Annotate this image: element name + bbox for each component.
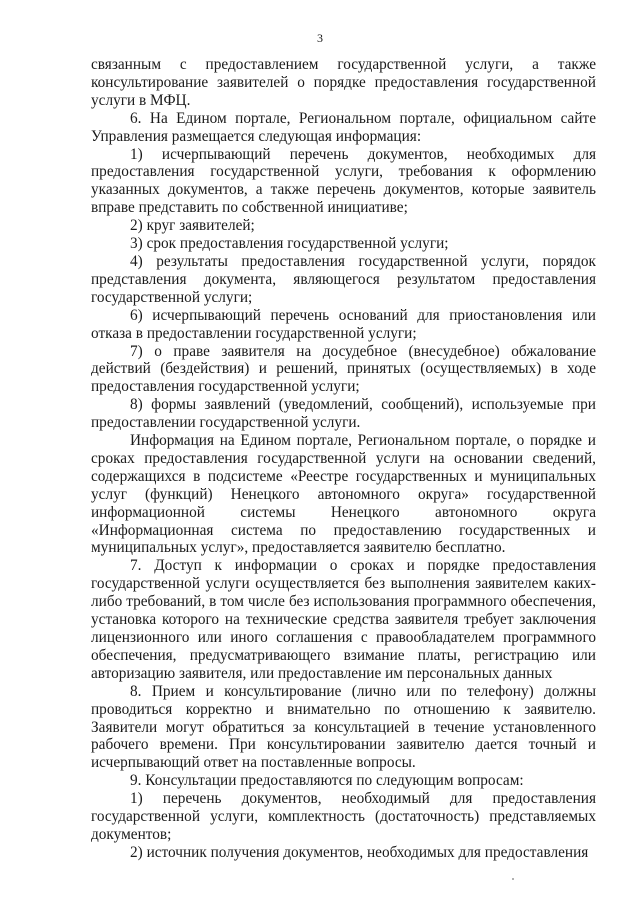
list-item: 7) о праве заявителя на досудебное (внесудебное) обжалование действий (бездействия) и решений, принятых (осуществляемых) в ходе предоставления государственной услуги;	[91, 342, 596, 396]
paragraph: связанным с предоставлением государственной услуги, а также консультирование заявителей о порядке предоставления государственной услуги в МФЦ.	[91, 56, 596, 109]
paragraph: 9. Консультации предоставляются по следующим вопросам:	[130, 772, 524, 790]
list-item: 8) формы заявлений (уведомлений, сообщений), используемые при предоставлении государственной услуги.	[91, 396, 596, 432]
list-item: 3) срок предоставления государственной услуги;	[130, 235, 449, 253]
paragraph: 7. Доступ к информации о сроках и порядке предоставления государственной услуги осуществляется без выполнения заявителем каких-либо требований, в том числе без использования программного обеспечения, установка которого на технические средства заявителя требует заключения лицензионного или иного соглашения с правообладателем программного обеспечения, предусматривающего взимание платы, регистрацию или авторизацию заявителя, или предоставление им персональных данных	[91, 557, 596, 682]
page-number: 3	[317, 31, 323, 45]
list-item: 4) результаты предоставления государственной услуги, порядок представления документа, являющегося результатом предоставления государственной услуги;	[91, 252, 596, 306]
list-item: 1) исчерпывающий перечень документов, необходимых для предоставления государственной услуги, требования к оформлению указанных документов, а также перечень документов, которые заявитель вправе представить по собственной инициативе;	[91, 145, 596, 217]
paragraph: Информация на Едином портале, Региональном портале, о порядке и сроках предоставления государственной услуги на основании сведений, содержащихся в подсистеме «Реестре государственных и муниципальных услуг (функций) Ненецкого автономного округа» государственной информационной системы Ненецкого автономного округа «Информационная система по предоставлению государственных и муниципальных услуг», предоставляется заявителю бесплатно.	[91, 432, 596, 557]
document-body	[91, 56, 596, 862]
list-item: 1) перечень документов, необходимый для предоставления государственной услуги, комплектность (достаточность) представляемых документов;	[91, 790, 596, 843]
scan-speck	[512, 878, 514, 880]
paragraph: 8. Прием и консультирование (лично или по телефону) должны проводиться корректно и внимательно по отношению к заявителю. Заявители могут обратиться за консультацией в течение установленного рабочего времени. При консультировании заявителю дается точный и исчерпывающий ответ на поставленные вопросы.	[91, 682, 596, 772]
paragraph: 6. На Едином портале, Региональном портале, официальном сайте Управления размещается следующая информация:	[91, 109, 596, 145]
list-item: 2) круг заявителей;	[130, 217, 255, 235]
list-item: 2) источник получения документов, необходимых для предоставления	[130, 843, 589, 861]
list-item: 6) исчерпывающий перечень оснований для приостановления или отказа в предоставлении государственной услуги;	[91, 306, 596, 342]
